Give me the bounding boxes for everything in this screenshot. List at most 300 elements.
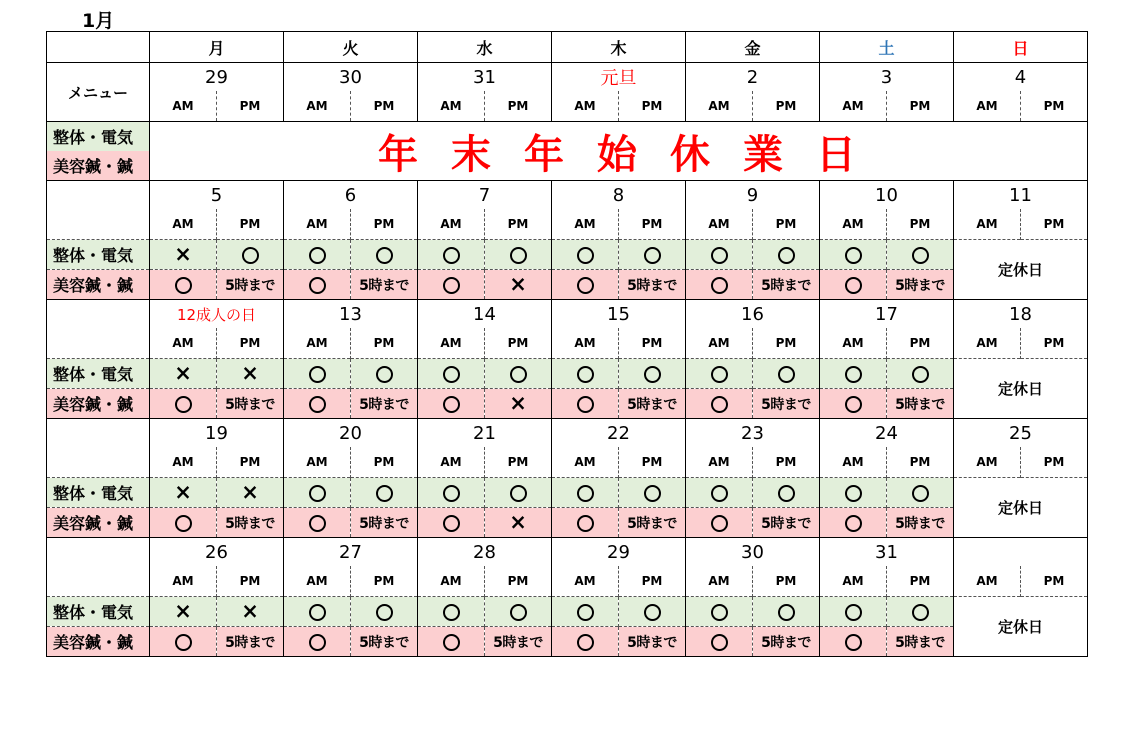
pm-label: PM (351, 566, 418, 597)
weekday-header: 木 (552, 32, 686, 63)
date-cell: 30 (686, 538, 820, 567)
pm-label: PM (485, 91, 552, 122)
date-cell: 23 (686, 419, 820, 448)
open-mark (711, 277, 728, 294)
open-mark (376, 604, 393, 621)
open-mark (845, 604, 862, 621)
open-mark (309, 366, 326, 383)
open-mark (309, 515, 326, 532)
until-5-mark: 5時まで (627, 634, 677, 651)
seitai-am (150, 359, 217, 389)
am-label: AM (172, 217, 194, 231)
biyou-am (150, 508, 217, 538)
date-cell: 7 (418, 181, 552, 210)
pm-label: PM (351, 447, 418, 478)
pm-label: PM (485, 328, 552, 359)
until-5-mark: 5時まで (895, 634, 945, 651)
biyou-pm (351, 389, 418, 419)
date-cell: 3 (820, 63, 954, 92)
pm-label: PM (887, 91, 954, 122)
seitai-pm (351, 359, 418, 389)
seitai-am (284, 240, 351, 270)
am-label: AM (574, 336, 596, 350)
open-mark (309, 634, 326, 651)
date-cell (954, 538, 1088, 567)
am-label: AM (842, 99, 864, 113)
biyou-am (820, 270, 887, 300)
pm-label: PM (1021, 447, 1088, 478)
seitai-pm (351, 240, 418, 270)
date-cell: 22 (552, 419, 686, 448)
biyou-am (284, 627, 351, 657)
open-mark (443, 277, 460, 294)
date-cell: 19 (150, 419, 284, 448)
seitai-pm (217, 359, 284, 389)
open-mark (510, 366, 527, 383)
seitai-am (150, 597, 217, 627)
date-cell: 13 (284, 300, 418, 329)
service-label-biyou: 美容鍼・鍼 (47, 627, 150, 657)
until-5-mark: 5時まで (761, 277, 811, 294)
biyou-pm (887, 389, 954, 419)
open-mark (577, 277, 594, 294)
pm-label: PM (753, 91, 820, 122)
closed-mark: × (241, 480, 259, 504)
date-cell: 18 (954, 300, 1088, 329)
service-label-biyou: 美容鍼・鍼 (47, 151, 150, 181)
seitai-pm (217, 240, 284, 270)
seitai-am (686, 240, 753, 270)
pm-label: PM (1021, 328, 1088, 359)
biyou-pm (753, 389, 820, 419)
am-label: AM (574, 574, 596, 588)
open-mark (443, 396, 460, 413)
am-label: AM (440, 574, 462, 588)
seitai-pm (619, 359, 686, 389)
closed-day: 定休日 (954, 359, 1088, 419)
pm-label: PM (351, 209, 418, 240)
seitai-pm (485, 240, 552, 270)
open-mark (845, 396, 862, 413)
pm-label: PM (217, 209, 284, 240)
date-cell: 25 (954, 419, 1088, 448)
biyou-am (284, 389, 351, 419)
date-cell: 29 (552, 538, 686, 567)
closed-mark: × (174, 480, 192, 504)
open-mark (711, 634, 728, 651)
service-label-seitai: 整体・電気 (47, 597, 150, 627)
pm-label: PM (485, 209, 552, 240)
pm-label: PM (887, 447, 954, 478)
seitai-am (418, 359, 485, 389)
pm-label: PM (217, 91, 284, 122)
biyou-am (150, 389, 217, 419)
biyou-am (552, 627, 619, 657)
biyou-am (686, 627, 753, 657)
biyou-pm (217, 270, 284, 300)
open-mark (845, 515, 862, 532)
open-mark (644, 485, 661, 502)
pm-label: PM (485, 566, 552, 597)
closed-mark: × (174, 599, 192, 623)
date-cell: 29 (150, 63, 284, 92)
open-mark (778, 366, 795, 383)
open-mark (711, 396, 728, 413)
pm-label: PM (887, 209, 954, 240)
until-5-mark: 5時まで (493, 634, 543, 651)
biyou-am (686, 508, 753, 538)
am-label: AM (976, 99, 998, 113)
am-label: AM (842, 455, 864, 469)
biyou-am (552, 270, 619, 300)
closed-day: 定休日 (954, 478, 1088, 538)
until-5-mark: 5時まで (627, 396, 677, 413)
pm-label: PM (351, 91, 418, 122)
pm-label: PM (887, 328, 954, 359)
open-mark (577, 396, 594, 413)
date-cell: 21 (418, 419, 552, 448)
seitai-pm (619, 478, 686, 508)
am-label: AM (172, 336, 194, 350)
am-label: AM (708, 217, 730, 231)
biyou-pm (485, 389, 552, 419)
closed-mark: × (509, 391, 527, 415)
seitai-am (418, 597, 485, 627)
biyou-pm (351, 508, 418, 538)
seitai-pm (887, 478, 954, 508)
open-mark (309, 396, 326, 413)
seitai-am (820, 359, 887, 389)
service-label-biyou: 美容鍼・鍼 (47, 389, 150, 419)
seitai-pm (619, 597, 686, 627)
biyou-pm (485, 627, 552, 657)
open-mark (644, 366, 661, 383)
date-cell: 8 (552, 181, 686, 210)
open-mark (845, 277, 862, 294)
biyou-am (150, 627, 217, 657)
biyou-pm (753, 627, 820, 657)
biyou-am (552, 508, 619, 538)
biyou-pm (619, 389, 686, 419)
until-5-mark: 5時まで (359, 277, 409, 294)
pm-label: PM (1021, 91, 1088, 122)
date-cell: 31 (418, 63, 552, 92)
until-5-mark: 5時まで (359, 634, 409, 651)
open-mark (644, 247, 661, 264)
pm-label: PM (753, 328, 820, 359)
open-mark (912, 247, 929, 264)
weekday-header: 土 (820, 32, 954, 63)
seitai-pm (351, 597, 418, 627)
open-mark (711, 515, 728, 532)
am-label: AM (306, 574, 328, 588)
closed-mark: × (241, 599, 259, 623)
open-mark (845, 247, 862, 264)
open-mark (644, 604, 661, 621)
am-label: AM (842, 574, 864, 588)
biyou-pm (485, 508, 552, 538)
seitai-pm (753, 597, 820, 627)
biyou-pm (753, 508, 820, 538)
date-cell: 10 (820, 181, 954, 210)
am-label: AM (976, 217, 998, 231)
seitai-pm (619, 240, 686, 270)
biyou-pm (217, 508, 284, 538)
biyou-am (150, 270, 217, 300)
weekday-header: 金 (686, 32, 820, 63)
date-cell: 17 (820, 300, 954, 329)
closed-day: 定休日 (954, 240, 1088, 300)
biyou-pm (619, 627, 686, 657)
open-mark (845, 485, 862, 502)
open-mark (175, 277, 192, 294)
pm-label: PM (887, 566, 954, 597)
seitai-am (150, 478, 217, 508)
am-label: AM (574, 455, 596, 469)
weekday-header: 火 (284, 32, 418, 63)
seitai-am (686, 478, 753, 508)
biyou-am (284, 270, 351, 300)
service-label-seitai: 整体・電気 (47, 240, 150, 270)
biyou-pm (619, 508, 686, 538)
open-mark (778, 247, 795, 264)
holiday-banner-text: 年末年始休業日 (378, 131, 889, 178)
corner-cell (47, 32, 150, 63)
open-mark (309, 247, 326, 264)
seitai-am (686, 359, 753, 389)
am-label: AM (574, 99, 596, 113)
pm-label: PM (351, 328, 418, 359)
open-mark (711, 366, 728, 383)
am-label: AM (574, 217, 596, 231)
am-label: AM (172, 99, 194, 113)
date-cell: 9 (686, 181, 820, 210)
date-cell: 31 (820, 538, 954, 567)
open-mark (175, 515, 192, 532)
service-label-seitai: 整体・電気 (47, 359, 150, 389)
seitai-am (552, 240, 619, 270)
open-mark (175, 634, 192, 651)
open-mark (577, 485, 594, 502)
seitai-am (686, 597, 753, 627)
pm-label: PM (1021, 566, 1088, 597)
date-cell: 6 (284, 181, 418, 210)
seitai-pm (753, 478, 820, 508)
open-mark (912, 366, 929, 383)
open-mark (577, 604, 594, 621)
biyou-pm (887, 270, 954, 300)
closed-mark: × (174, 361, 192, 385)
seitai-pm (753, 359, 820, 389)
open-mark (912, 604, 929, 621)
biyou-pm (887, 508, 954, 538)
open-mark (912, 485, 929, 502)
biyou-am (686, 270, 753, 300)
seitai-pm (351, 478, 418, 508)
service-label-seitai: 整体・電気 (47, 478, 150, 508)
seitai-am (552, 359, 619, 389)
am-label: AM (306, 217, 328, 231)
open-mark (309, 277, 326, 294)
date-cell: 11 (954, 181, 1088, 210)
open-mark (376, 366, 393, 383)
pm-label: PM (619, 447, 686, 478)
biyou-pm (753, 270, 820, 300)
pm-label: PM (619, 566, 686, 597)
weekday-header: 水 (418, 32, 552, 63)
seitai-am (552, 597, 619, 627)
open-mark (577, 634, 594, 651)
pm-label: PM (753, 209, 820, 240)
seitai-pm (217, 597, 284, 627)
seitai-am (552, 478, 619, 508)
biyou-am (418, 627, 485, 657)
open-mark (443, 366, 460, 383)
date-cell: 元旦 (552, 63, 686, 92)
service-label-seitai: 整体・電気 (47, 122, 150, 152)
date-cell: 12成人の日 (150, 300, 284, 329)
service-label-biyou: 美容鍼・鍼 (47, 270, 150, 300)
biyou-pm (619, 270, 686, 300)
open-mark (711, 485, 728, 502)
open-mark (577, 366, 594, 383)
seitai-pm (485, 597, 552, 627)
until-5-mark: 5時まで (761, 396, 811, 413)
weekday-header: 月 (150, 32, 284, 63)
pm-label: PM (217, 566, 284, 597)
until-5-mark: 5時まで (225, 277, 275, 294)
seitai-am (284, 597, 351, 627)
closed-mark: × (174, 242, 192, 266)
open-mark (845, 634, 862, 651)
am-label: AM (306, 336, 328, 350)
seitai-am (820, 478, 887, 508)
biyou-pm (351, 627, 418, 657)
until-5-mark: 5時まで (627, 515, 677, 532)
open-mark (175, 396, 192, 413)
until-5-mark: 5時まで (895, 396, 945, 413)
biyou-pm (887, 627, 954, 657)
open-mark (510, 247, 527, 264)
biyou-pm (217, 389, 284, 419)
until-5-mark: 5時まで (225, 634, 275, 651)
open-mark (443, 485, 460, 502)
am-label: AM (306, 99, 328, 113)
pm-label: PM (753, 566, 820, 597)
date-cell: 24 (820, 419, 954, 448)
date-cell: 20 (284, 419, 418, 448)
until-5-mark: 5時まで (225, 396, 275, 413)
pm-label: PM (1021, 209, 1088, 240)
biyou-am (418, 270, 485, 300)
am-label: AM (976, 455, 998, 469)
until-5-mark: 5時まで (359, 396, 409, 413)
until-5-mark: 5時まで (359, 515, 409, 532)
open-mark (778, 604, 795, 621)
seitai-pm (887, 597, 954, 627)
date-cell: 30 (284, 63, 418, 92)
am-label: AM (440, 99, 462, 113)
seitai-pm (887, 240, 954, 270)
week-label-blank (47, 300, 150, 359)
biyou-am (552, 389, 619, 419)
am-label: AM (306, 455, 328, 469)
holiday-banner (150, 122, 1088, 181)
until-5-mark: 5時まで (895, 515, 945, 532)
am-label: AM (440, 217, 462, 231)
am-label: AM (172, 574, 194, 588)
date-cell: 2 (686, 63, 820, 92)
month-title: 1月 (82, 10, 115, 32)
until-5-mark: 5時まで (761, 515, 811, 532)
date-cell: 14 (418, 300, 552, 329)
open-mark (443, 604, 460, 621)
until-5-mark: 5時まで (627, 277, 677, 294)
biyou-am (686, 389, 753, 419)
date-cell: 28 (418, 538, 552, 567)
biyou-pm (217, 627, 284, 657)
week-label-blank (47, 419, 150, 478)
open-mark (577, 515, 594, 532)
seitai-am (820, 597, 887, 627)
open-mark (510, 485, 527, 502)
open-mark (845, 366, 862, 383)
am-label: AM (976, 574, 998, 588)
am-label: AM (440, 336, 462, 350)
service-label-biyou: 美容鍼・鍼 (47, 508, 150, 538)
biyou-am (418, 508, 485, 538)
biyou-pm (351, 270, 418, 300)
open-mark (711, 247, 728, 264)
open-mark (309, 485, 326, 502)
open-mark (443, 634, 460, 651)
date-cell: 16 (686, 300, 820, 329)
until-5-mark: 5時まで (895, 277, 945, 294)
open-mark (443, 515, 460, 532)
am-label: AM (842, 217, 864, 231)
closed-mark: × (509, 272, 527, 296)
open-mark (711, 604, 728, 621)
open-mark (376, 485, 393, 502)
am-label: AM (708, 455, 730, 469)
menu-label: メニュー (47, 63, 150, 122)
closed-mark: × (241, 361, 259, 385)
am-label: AM (842, 336, 864, 350)
biyou-am (820, 389, 887, 419)
pm-label: PM (217, 447, 284, 478)
seitai-am (418, 240, 485, 270)
open-mark (510, 604, 527, 621)
open-mark (376, 247, 393, 264)
am-label: AM (708, 336, 730, 350)
until-5-mark: 5時まで (761, 634, 811, 651)
pm-label: PM (619, 91, 686, 122)
seitai-pm (485, 478, 552, 508)
week-label-blank (47, 538, 150, 597)
week-label-blank (47, 181, 150, 240)
date-cell: 5 (150, 181, 284, 210)
pm-label: PM (753, 447, 820, 478)
seitai-pm (485, 359, 552, 389)
seitai-am (284, 359, 351, 389)
am-label: AM (708, 99, 730, 113)
seitai-am (820, 240, 887, 270)
date-cell: 15 (552, 300, 686, 329)
biyou-am (820, 627, 887, 657)
until-5-mark: 5時まで (225, 515, 275, 532)
closed-mark: × (509, 510, 527, 534)
seitai-am (150, 240, 217, 270)
